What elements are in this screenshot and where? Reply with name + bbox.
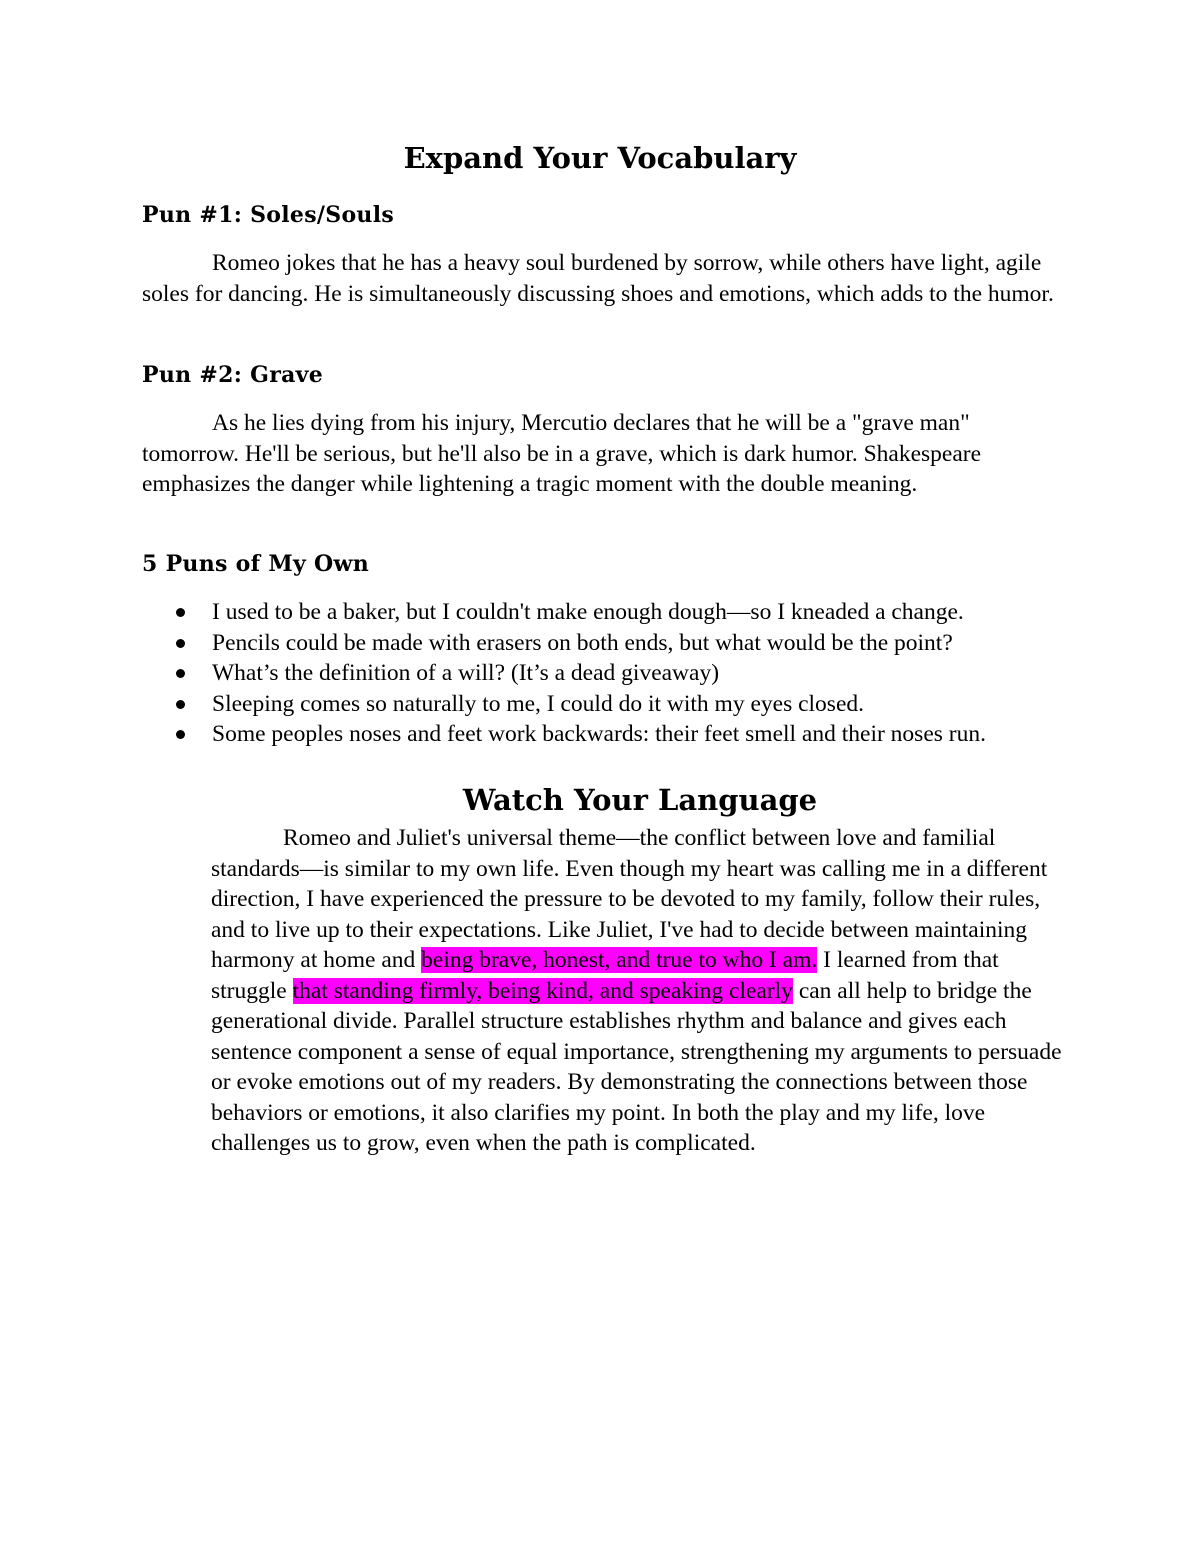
list-item-text: Some peoples noses and feet work backwards: their feet smell and their noses run. <box>212 721 986 747</box>
bullet-icon <box>176 730 185 739</box>
highlighted-phrase: that standing firmly, being kind, and speaking clearly <box>292 977 793 1004</box>
page-title: Expand Your Vocabulary <box>403 141 797 175</box>
bullet-icon <box>176 608 185 617</box>
list-item-text: I used to be a baker, but I couldn't make enough dough—so I kneaded a change. <box>212 599 964 625</box>
pun-2-heading: Pun #2: Grave <box>142 362 324 388</box>
paragraph-text: I learned from that struggle <box>211 947 999 1004</box>
highlighted-phrase: being brave, honest, and true to who I am. <box>421 947 818 973</box>
paragraph-text: Romeo and Juliet's universal theme—the conflict between love and familial standards—is similar to my own life. Even though my heart was calling me in a different direction, I have experienced the pressure to be devoted to my family, follow their rules, and to live up to their expectations. Like Juliet, I've had to decide between maintaining harmony at home and <box>211 825 1048 973</box>
own-puns-heading: 5 Puns of My Own <box>142 551 370 577</box>
list-item-text: Pencils could be made with erasers on both ends, but what would be the point? <box>212 629 953 656</box>
pun-1-heading: Pun #1: Soles/Souls <box>142 202 395 228</box>
bullet-icon <box>176 700 185 709</box>
list-item-text: Sleeping comes so naturally to me, I could do it with my eyes closed. <box>212 690 864 717</box>
pun-2-paragraph: As he lies dying from his injury, Mercutio declares that he will be a "grave man" tomorrow. He'll be serious, but he'll also be in a grave, which is dark humor. Shakespeare emphasizes the danger while lightening a tragic moment with the double meaning. <box>142 410 982 497</box>
language-paragraph <box>211 823 1067 1159</box>
list-item <box>142 658 1067 689</box>
pun-1-paragraph: Romeo jokes that he has a heavy soul burdened by sorrow, while others have light, agile soles for dancing. He is simultaneously discussing shoes and emotions, which adds to the humor. <box>142 250 1054 307</box>
list-item-text: What’s the definition of a will? (It’s a dead giveaway) <box>212 660 720 686</box>
list-item <box>142 689 1067 720</box>
list-item <box>142 597 1067 628</box>
list-item <box>142 628 1067 659</box>
own-puns-list <box>142 597 1067 750</box>
bullet-icon <box>176 639 185 648</box>
list-item <box>142 719 1067 750</box>
section-title: Watch Your Language <box>462 783 818 817</box>
bullet-icon <box>176 669 185 678</box>
paragraph-text: can all help to bridge the generational divide. Parallel structure establishes rhythm and balance and gives each sentence component a sense of equal importance, strengthening my arguments to persuade or evoke emotions out of my readers. By demonstrating the connections between those behaviors or emotions, it also clarifies my point. In both the play and my life, love challenges us to grow, even when the path is complicated. <box>211 977 1062 1156</box>
